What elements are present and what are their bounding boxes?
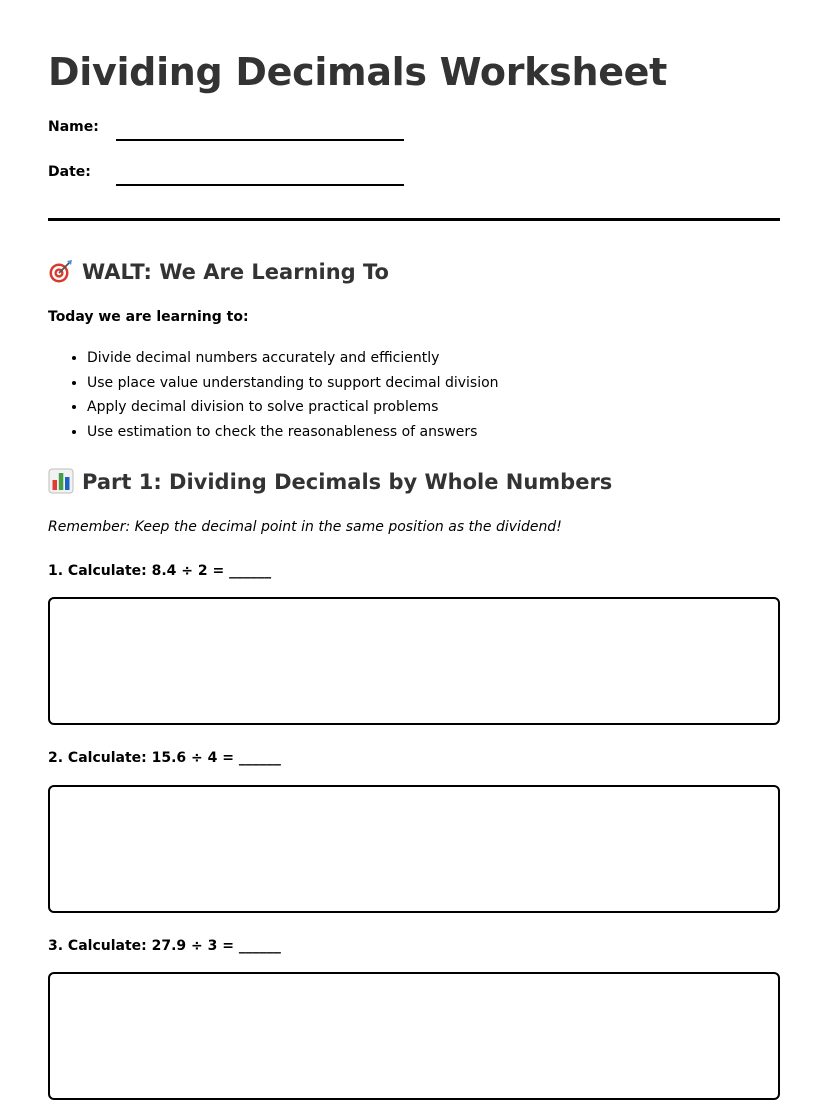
list-item: • Use place value understanding to support decimal division xyxy=(87,371,499,396)
walt-intro: Today we are learning to: xyxy=(48,309,249,325)
date-field xyxy=(48,163,448,193)
walt-heading xyxy=(48,258,389,286)
question-2: 2. Calculate: 15.6 ÷ 4 = ______ xyxy=(48,750,281,766)
part1-heading xyxy=(48,468,612,496)
target-icon xyxy=(48,258,74,284)
part1-heading-text: Part 1: Dividing Decimals by Whole Numbers xyxy=(82,470,613,494)
answer-box-1[interactable] xyxy=(48,597,780,725)
answer-box-3[interactable] xyxy=(48,972,780,1100)
answer-box-2[interactable] xyxy=(48,785,780,913)
header-divider xyxy=(48,218,780,221)
list-item: • Use estimation to check the reasonableness of answers xyxy=(87,420,499,445)
question-3: 3. Calculate: 27.9 ÷ 3 = ______ xyxy=(48,938,281,954)
name-label: Name: xyxy=(48,119,99,135)
question-1: 1. Calculate: 8.4 ÷ 2 = ______ xyxy=(48,563,272,579)
date-input-line[interactable] xyxy=(116,184,404,186)
date-label: Date: xyxy=(48,164,91,180)
bar-chart-icon xyxy=(48,468,74,494)
worksheet-title: Dividing Decimals Worksheet xyxy=(48,50,668,94)
name-field xyxy=(48,118,448,148)
list-item: • Divide decimal numbers accurately and efficiently xyxy=(87,346,499,371)
name-input-line[interactable] xyxy=(116,139,404,141)
objectives-list xyxy=(48,346,499,445)
reminder-text: Remember: Keep the decimal point in the same position as the dividend! xyxy=(48,519,562,535)
walt-heading-text: WALT: We Are Learning To xyxy=(82,260,389,284)
list-item: • Apply decimal division to solve practical problems xyxy=(87,395,499,420)
